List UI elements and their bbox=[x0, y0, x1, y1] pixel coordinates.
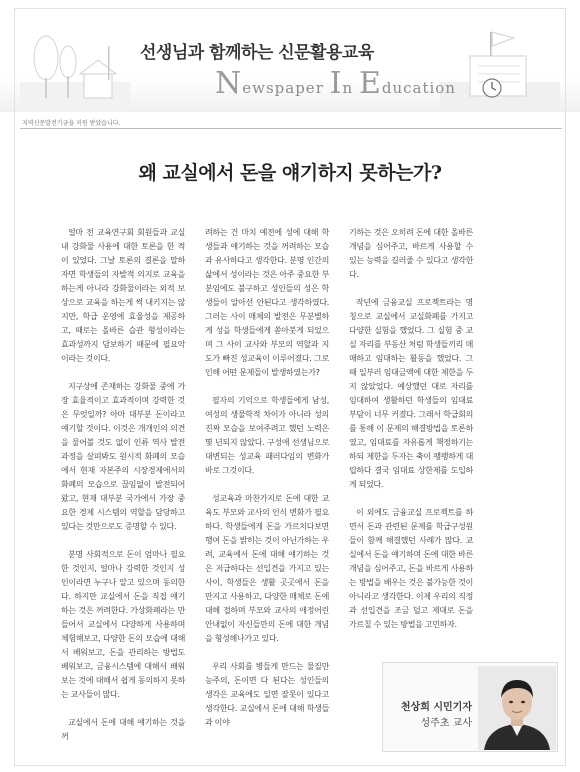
author-name: 천상희 시민기자 bbox=[400, 702, 472, 713]
byline bbox=[388, 700, 472, 732]
support-note: 지역신문발전기금을 지원 받았습니다. bbox=[22, 120, 121, 127]
article-column-1 bbox=[61, 226, 185, 758]
brand-wordmark bbox=[215, 66, 456, 101]
trees-house-icon bbox=[20, 22, 130, 112]
paragraph: 얼마 전 교육연구회 회원들과 교실 내 강화물 사용에 대한 토론을 한 적이 있었다. 그날 토론의 결론을 말하자면 학생들의 자발적 의지로 교육을 하는게 아니라 강화물이라는 외적 보상으로 교육을 하는게 썩 내키지는 않지만, 학급 운영에 효율성을 제공하고, 때로는 올바른 습관 형성이라는 효과성까지 담보하기 때문에 필요악이라는 것이다. bbox=[61, 228, 185, 363]
article-column-3 bbox=[349, 226, 473, 646]
header-divider bbox=[20, 128, 562, 129]
brand-word-3: ducation bbox=[381, 79, 456, 97]
author-photo bbox=[478, 666, 556, 750]
paragraph: 이 외에도 금융교실 프로젝트를 하면서 돈과 관련된 문제를 학급구성원들이 함께 해결했던 사례가 많다. 교실에서 돈을 얘기하며 돈에 대한 바른 개념을 심어주고, 돈을 바르게 사용하는 방법을 배우는 것은 불가능한 것이 아니라고 생각한다. 이제 우리의 직정과 선입견을 조금 덜고 제대로 돈을 가르칠 수 있는 방법을 고민하자. bbox=[349, 508, 473, 629]
paragraph: 우리 사회를 병들게 만드는 물질만능주의, 돈이면 다 된다는 성인들의 생각은 교육에도 일면 잘못이 있다고 생각한다. 교실에서 돈에 대해 학생들과 이야 bbox=[205, 662, 329, 727]
paragraph: 교실에서 돈에 대해 얘기하는 것을 꺼 bbox=[61, 718, 185, 741]
series-title: 선생님과 함께하는 신문활용교육 bbox=[140, 43, 374, 63]
article-headline: 왜 교실에서 돈을 얘기하지 못하는가? bbox=[138, 162, 442, 184]
author-role: 성주초 교사 bbox=[420, 718, 472, 729]
brand-word-1: ewspaper bbox=[242, 79, 330, 97]
paragraph: 려하는 건 마치 예전에 성에 대해 학생들과 얘기하는 것을 꺼려하는 모습과 유사하다고 생각한다. 분명 인간의 삶에서 성이라는 것은 아주 중요한 부분임에도 불구하고 성인들의 성은 학생들이 알아선 안된다고 생각하였다. 그러는 사이 매체의 발전은 무분별하게 성을 학생들에게 쏟아붓게 되었으며 그 사이 교사와 부모의 역할과 지도가 빠진 성교육이 이루어졌다. 그로인해 어떤 문제들이 발생하였는가? bbox=[205, 228, 329, 377]
article-column-2 bbox=[205, 226, 329, 744]
paragraph: 작년에 금융교실 프로젝트라는 명칭으로 교실에서 교실화폐를 가지고 다양한 실험을 했었다. 그 실험 중 교실 자리를 부동산 처럼 학생들끼리 매매하고 임대하는 활동을 했었다. 그 때 일부러 임대금액에 대한 제한을 두지 않았었다. 예상했던 대로 자리를 임대하여 생활하던 학생들의 임대료 부담이 너무 커졌다. 그래서 학급회의를 통해 이 문제의 해결방법을 토론하였고, 임대료를 자유롭게 책정하기는 하되 제한을 두자는 축이 팽팽하게 대립하다 결국 임대료 상한제를 도입하게 되었다. bbox=[349, 298, 473, 489]
flag-clock-icon bbox=[440, 26, 560, 112]
brand-word-2: n bbox=[342, 79, 359, 97]
paragraph: 지구상에 존재하는 강화물 중에 가장 효율적이고 효과적이며 강력한 것은 무엇일까? 아마 대부분 돈이라고 얘기할 것이다. 이것은 개개인의 의견을 물어볼 것도 없이 인류 역사 발전 과정을 살펴봐도 원시적 화폐의 모습에서 현재 자본주의 시장경제에서의 화폐의 모습으로 끊임없이 발전되어 왔고, 현재 대부분 국가에서 가장 중요한 경제 시스템의 역할을 담당하고 있다는 것만으로도 증명할 수 있다. bbox=[61, 382, 185, 531]
paragraph: 기하는 것은 오히려 돈에 대한 올바른 개념을 심어주고, 바르게 사용할 수 있는 능력을 길러줄 수 있다고 생각한다. bbox=[349, 228, 473, 279]
page-header bbox=[0, 0, 580, 112]
paragraph: 필자의 기억으로 학생들에게 남성, 여성의 생물학적 차이가 아니라 성의 진짜 모습을 보여주려고 했던 노력은 몇 년되지 않았다. 구성애 선생님으로 대변되는 성교육 패러다임의 변화가 바로 그것이다. bbox=[205, 396, 329, 475]
paragraph: 분명 사회적으로 돈이 엄마나 필요한 것인지, 얼마나 강력한 것인지 성인이라면 누구나 알고 있으며 동의한다. 하지만 교실에서 돈을 직접 얘기하는 것은 꺼려한다. 가상화폐라는 만들어서 교실에서 다양하게 사용하며 체험해보고, 다양한 돈의 모습에 대해서 배워보고, 돈을 관리하는 방법도 배워보고, 금융시스템에 대해서 배워보는 것에 대해서 쉽게 동의하지 못하는 교사들이 많다. bbox=[61, 550, 185, 699]
brand-cap-e: E bbox=[358, 66, 382, 101]
brand-cap-i: I bbox=[329, 66, 343, 101]
brand-cap-n: N bbox=[215, 66, 243, 101]
paragraph: 성교육과 마찬가지로 돈에 대한 교육도 부모와 교사의 인식 변화가 필요하다. 학생들에게 돈을 가르치다보면 행여 돈을 밝히는 것이 아닌가하는 우려, 교육에서 돈에 대해 얘기하는 것은 저급하다는 선입견을 가지고 있는 사이, 학생들은 생활 곳곳에서 돈을 만지고 사용하고, 다양한 매체로 돈에 대해 접하며 부모와 교사의 애정어린 안내없이 자신들만의 돈에 대한 개념을 형성해나가고 있다. bbox=[205, 494, 329, 643]
